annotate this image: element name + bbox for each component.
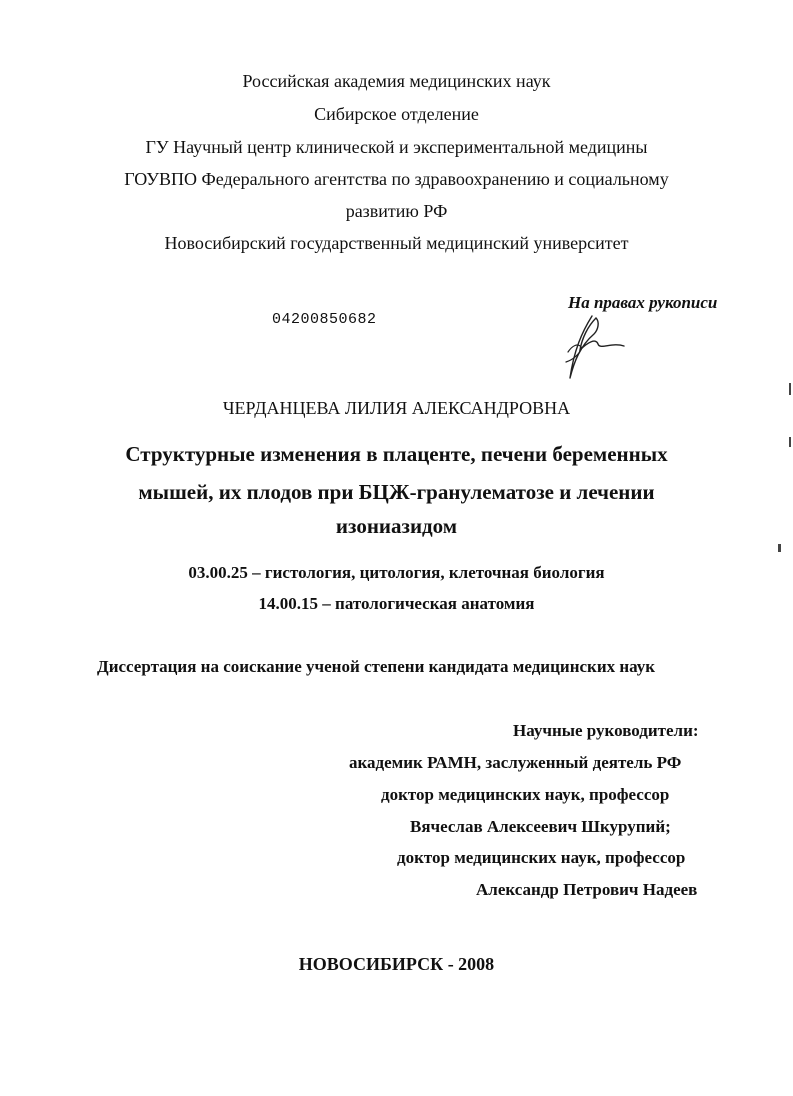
scan-speck [778,544,781,552]
scan-speck [789,383,791,395]
specialty-1: 03.00.25 – гистология, цитология, клеточная биология [188,563,605,582]
header-agency: ГОУВПО Федерального агентства по здравоохранению и социальному [124,169,669,189]
supervisor-1-title: академик РАМН, заслуженный деятель РФ [349,753,682,772]
dissertation-type: Диссертация на соискание ученой степени кандидата медицинских наук [97,657,656,676]
signature-icon [552,312,630,382]
scan-speck [789,437,791,447]
dissertation-title-line2: мышей, их плодов при БЦЖ-гранулематозе и лечении [138,480,655,504]
dissertation-title-line1: Структурные изменения в плаценте, печени беременных [125,442,668,466]
supervisor-2-name: Александр Петрович Надеев [476,880,698,899]
header-academy: Российская академия медицинских наук [242,71,551,91]
header-agency-cont: развитию РФ [345,201,448,221]
header-branch: Сибирское отделение [314,104,479,124]
supervisor-2-degree: доктор медицинских наук, профессор [397,848,686,867]
dissertation-title-line3: изониазидом [335,514,458,538]
author-name: ЧЕРДАНЦЕВА ЛИЛИЯ АЛЕКСАНДРОВНА [222,398,571,418]
header-university: Новосибирский государственный медицинский университет [164,233,629,253]
city-year: НОВОСИБИРСК - 2008 [298,954,495,974]
header-research-center: ГУ Научный центр клинической и экспериментальной медицины [145,137,648,157]
rights-note: На правах рукописи [568,293,718,312]
supervisor-1-name: Вячеслав Алексеевич Шкурупий; [410,817,671,836]
supervisor-1-degree: доктор медицинских наук, профессор [381,785,670,804]
specialty-2: 14.00.15 – патологическая анатомия [258,594,535,613]
registry-number: 04200850682 [272,311,377,328]
supervisors-heading: Научные руководители: [513,721,699,740]
